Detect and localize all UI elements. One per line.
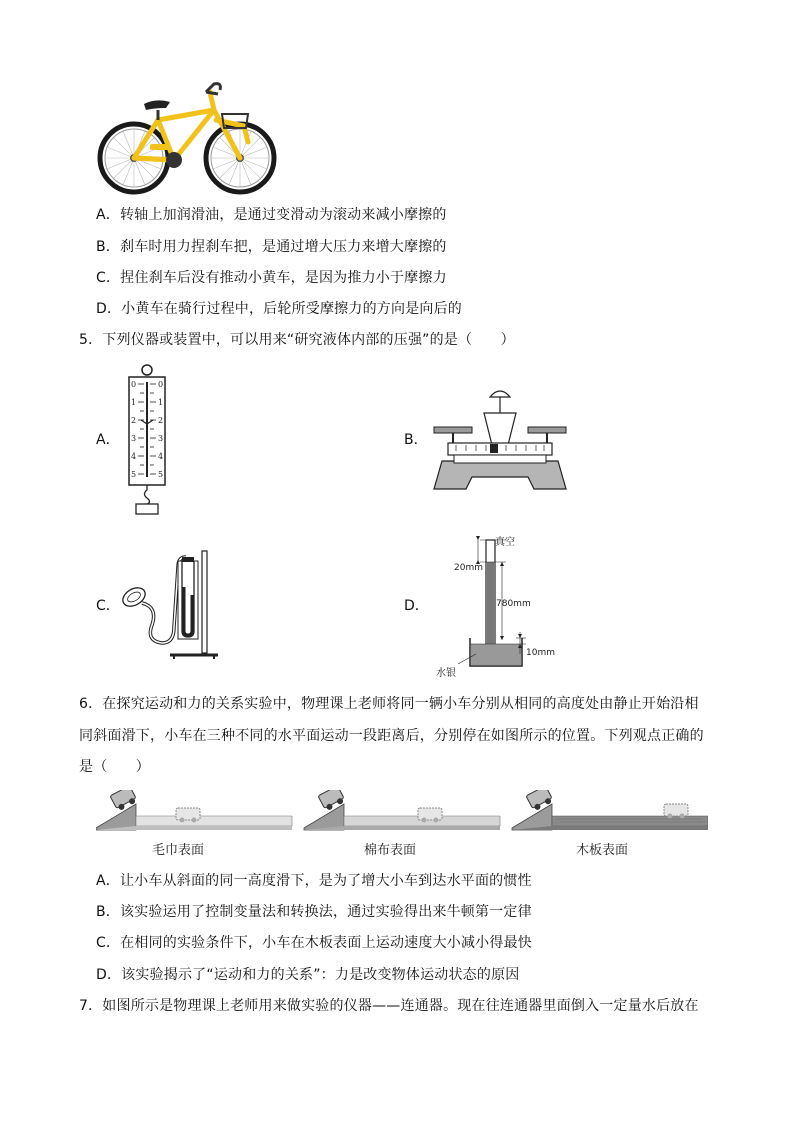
- label-vacuum: 真空: [495, 537, 515, 548]
- q6-option-d: D．该实验揭示了“运动和力的关系”：力是改变物体运动状态的原因: [96, 967, 520, 983]
- q4-option-a: A．转轴上加润滑油，是通过变滑动为滚动来减小摩擦的: [96, 207, 447, 223]
- bicycle-figure: [96, 80, 278, 195]
- wood-surface-panel: [512, 790, 708, 858]
- cotton-surface-panel: [304, 790, 500, 858]
- surface-cotton-label: 棉布表面: [364, 843, 417, 858]
- scale-left-3: 3: [131, 434, 137, 443]
- scale-left-4: 4: [131, 452, 137, 461]
- q6-option-b: B．该实验运用了控制变量法和转换法，通过实验得出来牛顿第一定律: [96, 904, 532, 920]
- label-mercury: 水银: [436, 668, 456, 679]
- q7-stem: 7．如图所示是物理课上老师用来做实验的仪器——连通器。现在往连通器里面倒入一定量水后放在: [79, 998, 699, 1014]
- surface-wood-label: 木板表面: [576, 843, 629, 858]
- probe-disc: [120, 584, 149, 610]
- scale-left-1: 1: [131, 398, 137, 407]
- scale-right-0: 0: [158, 380, 164, 389]
- q5-stem: 5．下列仪器或装置中，可以用来“研究液体内部的压强”的是（ ）: [79, 332, 515, 348]
- scale-right-3: 3: [158, 434, 164, 443]
- q6-stem-line-2: 同斜面滑下，小车在三种不同的水平面运动一段距离后，分别停在如图所示的位置。下列观点正确的: [79, 728, 704, 744]
- label-top-gap: 20mm: [454, 563, 483, 573]
- scale-right-1: 1: [158, 398, 164, 407]
- q5-label-a: A．: [96, 432, 120, 448]
- scale-left-0: 0: [131, 380, 137, 389]
- q4-option-d: D．小黄车在骑行过程中，后轮所受摩擦力的方向是向后的: [96, 301, 462, 317]
- q6-option-c: C．在相同的实验条件下，小车在木板表面上运动速度大小减小得最快: [96, 935, 532, 951]
- scale-left-5: 5: [131, 470, 137, 479]
- q5-label-d: D．: [404, 598, 429, 614]
- q6-option-a: A．让小车从斜面的同一高度滑下，是为了增大小车到达水平面的惯性: [96, 873, 532, 889]
- scale-right-4: 4: [158, 452, 164, 461]
- q6-stem-line-3: 是（ ）: [79, 759, 150, 775]
- incline-experiment-figure: [96, 790, 708, 858]
- scale-left-2: 2: [131, 416, 137, 425]
- spring-scale-figure: [124, 362, 182, 516]
- balance-figure: [432, 385, 568, 491]
- surface-towel-label: 毛巾表面: [152, 843, 205, 858]
- barometer-figure: [430, 532, 560, 680]
- towel-surface-panel: [96, 790, 292, 858]
- label-column: 780mm: [496, 599, 531, 609]
- scale-right-5: 5: [158, 470, 164, 479]
- q4-option-c: C．捏住刹车后没有推动小黄车，是因为推力小于摩擦力: [96, 270, 447, 286]
- q5-label-b: B．: [404, 432, 428, 448]
- scale-right-2: 2: [158, 416, 164, 425]
- pressure-gauge-figure: [118, 547, 226, 661]
- q6-stem-line-1: 6．在探究运动和力的关系实验中，物理课上老师将同一辆小车分别从相同的高度处由静止开始沿相: [79, 696, 699, 712]
- q5-label-c: C．: [96, 598, 120, 614]
- q4-option-b: B．刹车时用力捏刹车把，是通过增大压力来增大摩擦的: [96, 239, 447, 255]
- label-bottom: 10mm: [526, 648, 555, 658]
